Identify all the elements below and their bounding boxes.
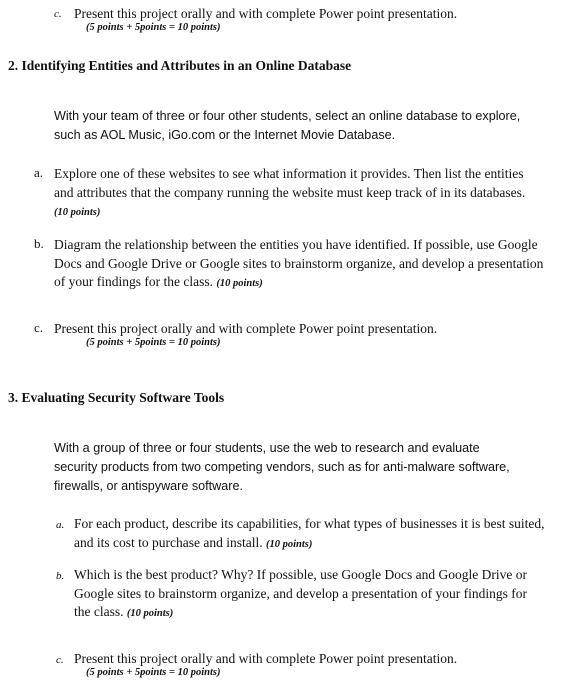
points-label: (10 points) [265, 538, 313, 550]
points-label: (10 points) [126, 608, 174, 619]
section-heading: 3. Evaluating Security Software Tools [8, 390, 225, 405]
list-item-text: Present this project orally and with complete Power point presentation. [74, 651, 458, 666]
section-intro: With a group of three or four students, use the web to research and evaluate security products from two competing vendors, such as for anti-malware software, firewalls, or antispyware software. [54, 441, 510, 493]
section-intro: With your team of three or four other students, select an online database to explore, such as AOL Music, iGo.com or the Internet Movie Database. [54, 109, 521, 142]
list-marker: b. [56, 570, 65, 582]
points-label: (10 points) [216, 278, 263, 289]
points-label: (5 points + 5points = 10 points) [86, 337, 221, 348]
list-item-text: Present this project orally and with complete Power point presentation. [54, 321, 438, 336]
list-marker: c. [34, 320, 44, 335]
points-label: (5 points + 5points = 10 points) [86, 667, 221, 678]
list-item-text: Which is the best product? Why? If possible, use Google Docs and Google Drive or Google sites to brainstorm organize, and develop a presentation of your findings for the class. (10 points) [74, 567, 528, 619]
list-item-text: For each product, describe its capabilities, for what types of businesses it is best suited, and its cost to purchase and install. (10 points) [74, 516, 545, 550]
list-item-text: Present this project orally and with complete Power point presentation. [74, 6, 458, 21]
list-item-text: Diagram the relationship between the entities you have identified. If possible, use Google Docs and Google Drive or Google sites to brainstorm organize, and develop a presentation of your findings for the class. (10 points) [54, 237, 544, 289]
list-marker: a. [34, 165, 44, 180]
list-marker: c. [56, 654, 64, 666]
list-item-text: Explore one of these websites to see what information it provides. Then list the entities and attributes that the company running the website must keep track of in its databases. (10 points) [54, 166, 526, 218]
points-label: (10 points) [54, 207, 101, 218]
section-heading: 2. Identifying Entities and Attributes in an Online Database [8, 58, 352, 73]
list-marker: c. [54, 8, 62, 20]
list-marker: a. [56, 519, 65, 531]
points-label: (5 points + 5points = 10 points) [86, 22, 221, 33]
list-marker: b. [34, 236, 44, 251]
